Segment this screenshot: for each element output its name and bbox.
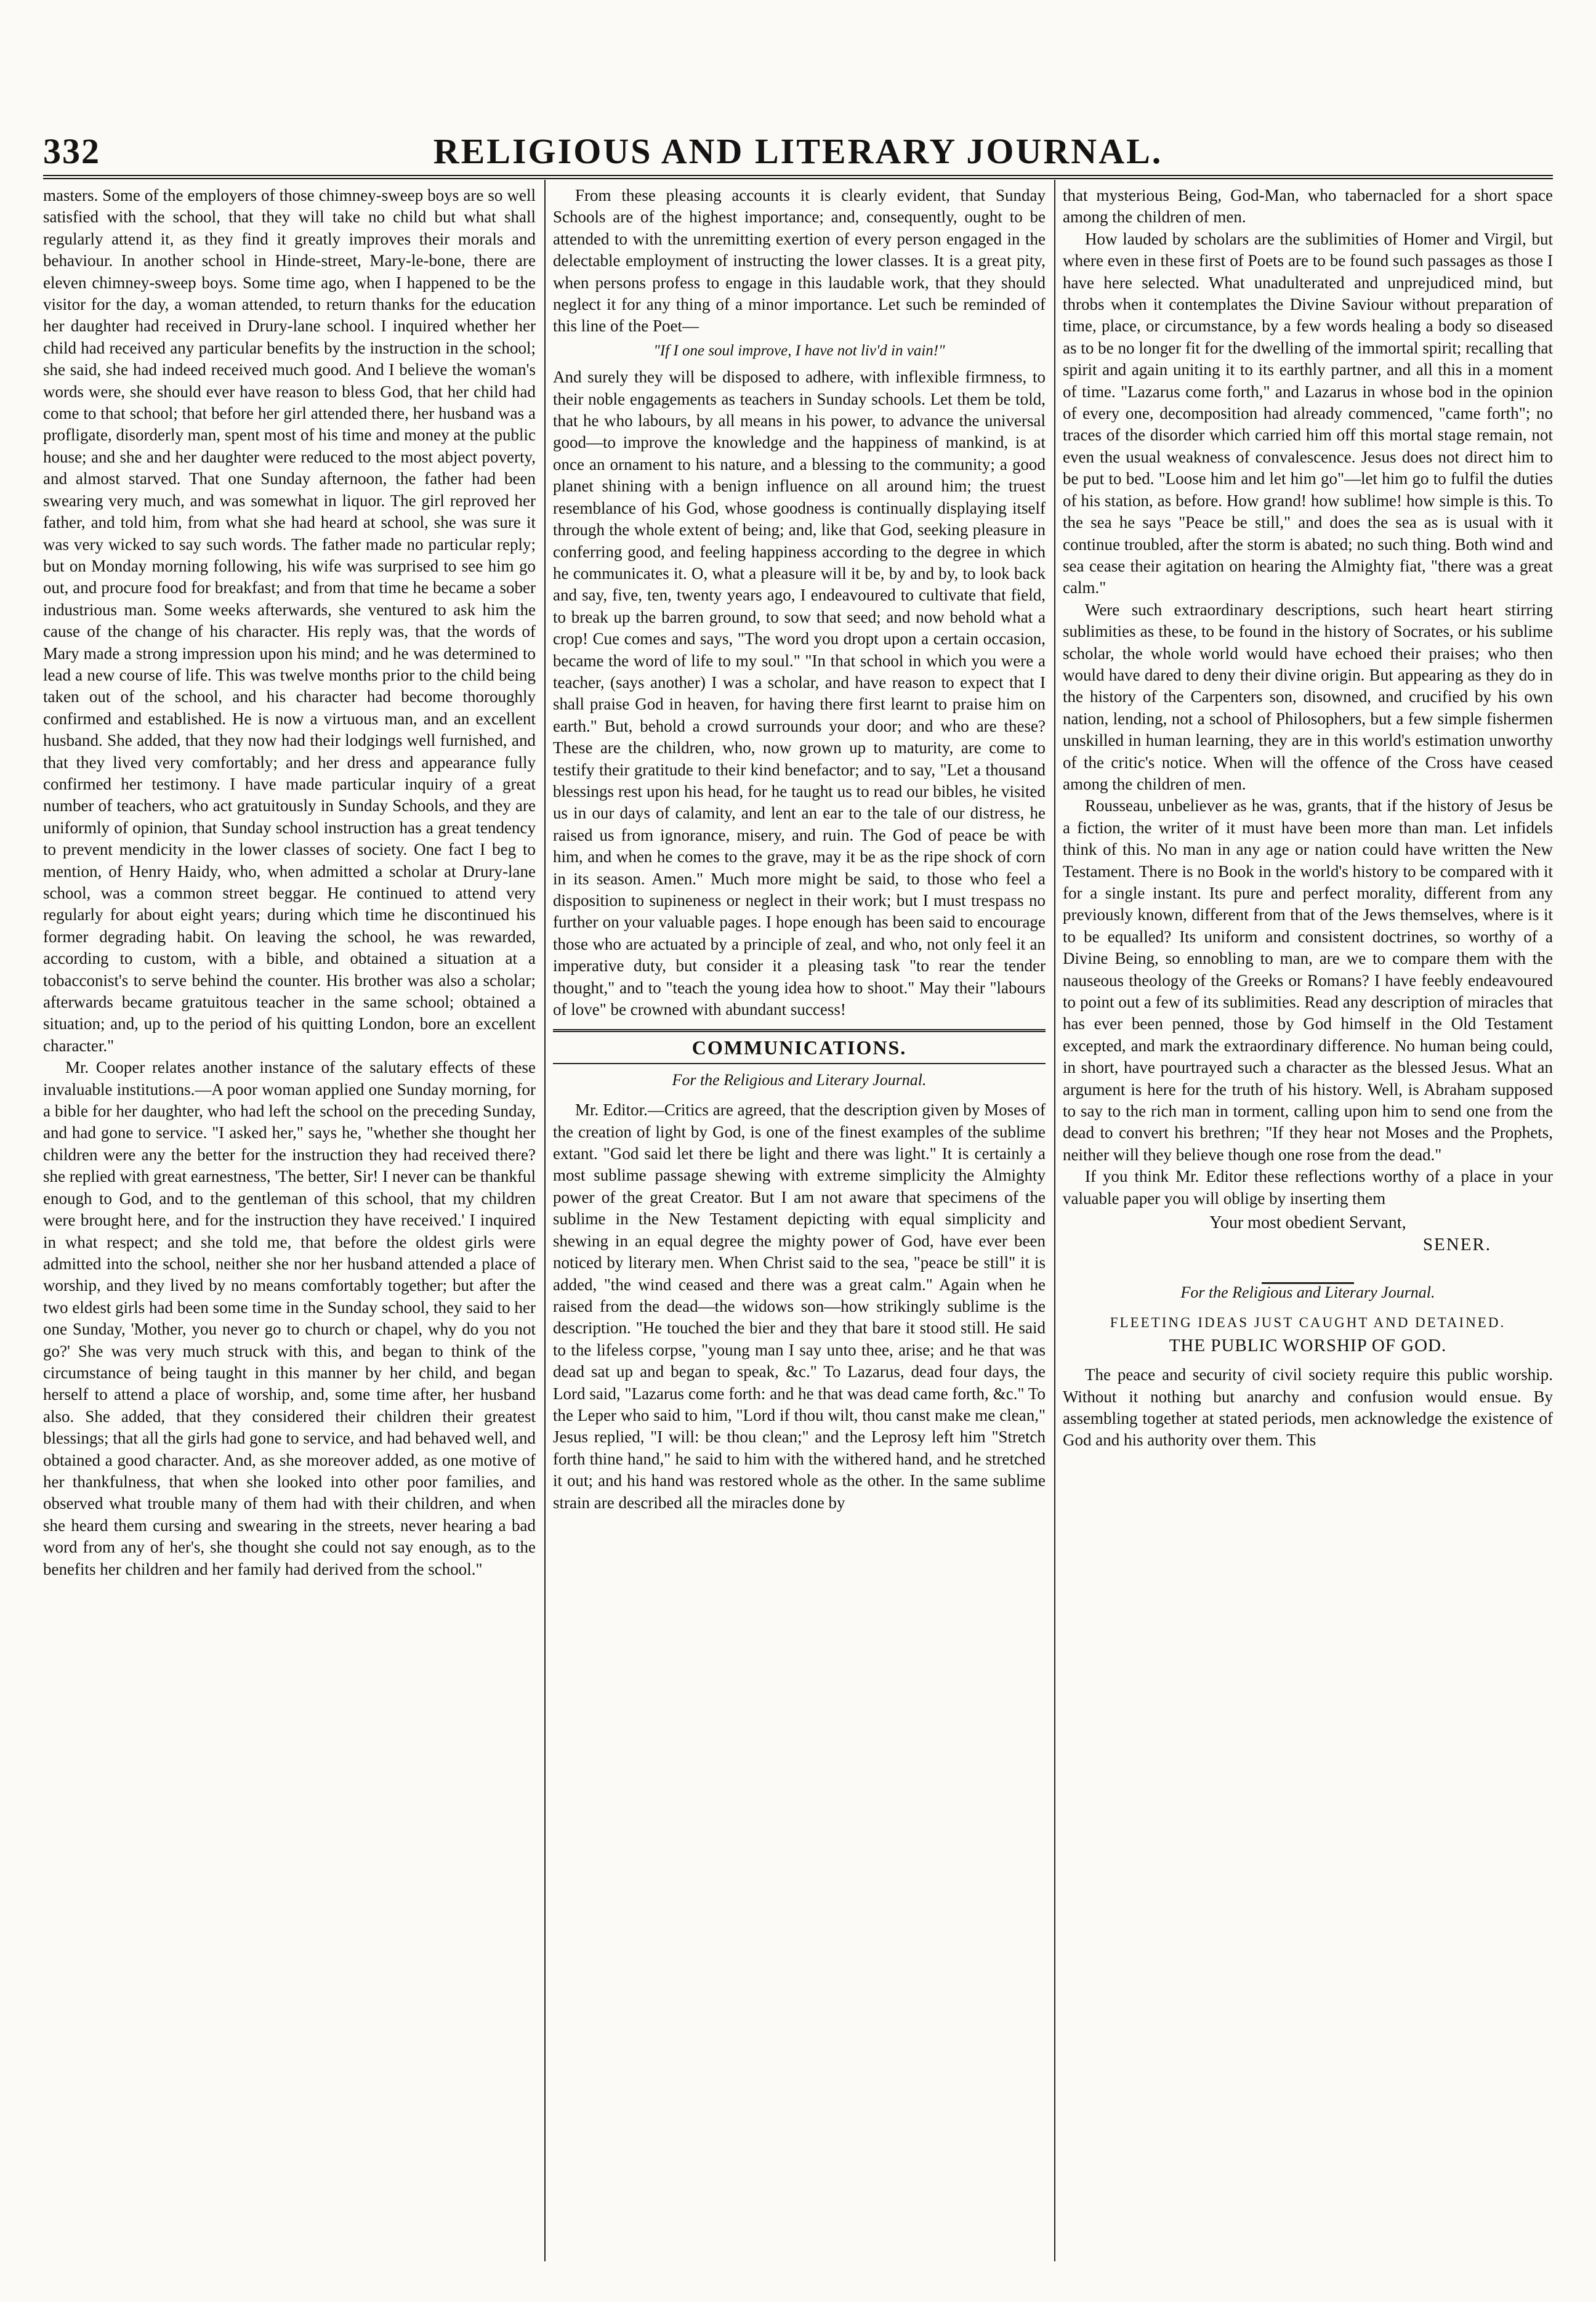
journal-title: RELIGIOUS AND LITERARY JOURNAL. [433,131,1163,171]
masthead [43,131,1553,170]
paragraph: Were such extraordinary descriptions, such heart heart stirring sublimities as these, to be found in the history of Socrates, or his sublime scholar, the whole world would have echoed their praises; who then would have dared to deny their divine origin. But appearing as they do in the history of the Carpenters son, disowned, and crucified by his own nation, lending, not a school of Philosophers, but a few simple fishermen unskilled in human learning, they are in this world's estimation unworthy of the critic's notice. When will the offence of the Cross have ceased among the children of men. [1063,600,1553,793]
paragraph: The peace and security of civil society require this public worship. Without it nothing but anarchy and confusion would ensue. By assembling together at stated periods, men acknowledge the existence of God and his authority over them. This [1063,1365,1553,1450]
column-rule [544,180,546,2261]
column-rule [1054,180,1055,2261]
header-rule [43,175,1553,179]
column-1 [43,185,536,2248]
paragraph: From these pleasing accounts it is clearly evident, that Sunday Schools are of the highest importance; and, consequently, ought to be attended to with the unremitting exertion of every person engaged in the delectable employment of instructing the lower classes. It is a great pity, when persons profess to engage in this laudable work, that they should neglect it for any thing of a minor importance. Let such be reminded of this line of the Poet— [553,186,1046,336]
paragraph: masters. Some of the employers of those chimney-sweep boys are so well satisfied with the school, that they will take no child but what shall regularly attend it, as they find it greatly improves their morals and behaviour. In another school in Hinde-street, Mary-le-bone, there are eleven chimney-sweep boys. Some time ago, when I happened to be the visitor for the day, a woman attended, to return thanks for the education her daughter had received in Drury-lane school. I inquired whether her child had received any particular benefits by the instruction in the school; she said, she had indeed received much good. And I believe the woman's words were, she should ever have reason to bless God, that her child had come to that school; that before her girl attended there, her husband was a profligate, disorderly man, spent most of his time and money at the public house; and she and her daughter were reduced to the most abject poverty, and almost starved. That one Sunday afternoon, the father had been swearing very much, and was somewhat in liquor. The girl reproved her father, and told him, from what she had heard at school, she was sure it was very wicked to say such words. The father made no particular reply; but on Monday morning following, his wife was surprised to see him go out, and procure food for breakfast; and from that time he became a sober industrious man. Some weeks afterwards, she ventured to ask him the cause of the change of his character. His reply was, that the words of Mary made a strong impression upon his mind; and he was determined to lead a new course of life. This was twelve months prior to the child being taken out of the school, and his character had become thoroughly confirmed and established. He is now a virtuous man, and an excellent husband. She added, that they now had their lodgings well furnished, and that they lived very comfortably; and her dress and appearance fully confirmed her testimony. I have made particular inquiry of a great number of teachers, who act gratuitously in Sunday Schools, and they are uniformly of opinion, that Sunday school instruction has a great tendency to prevent mendicity in the lower classes of society. One fact I beg to mention, of Henry Haidy, who, when admitted a scholar at Drury-lane school, was a common street beggar. He continued to attend very regularly for about eight years; during which time he discontinued his former degrading habit. On leaving the school, he was rewarded, according to custom, with a bible, and obtained a situation at a tobacconist's to serve behind the counter. His brother was also a scholar; afterwards became gratuitous teacher in the same school; obtained a situation; and, up to the period of his quitting London, bore an excellent character." [43,186,536,1055]
column-2 [553,185,1046,2248]
paragraph: Rousseau, unbeliever as he was, grants, that if the history of Jesus be a fiction, the writer of it must have been more than man. Let infidels think of this. No man in any age or nation could have written the New Testament. There is no Book in the world's history to be compared with it for a single instant. Its pure and perfect morality, different from any previously known, different from that of the Jews themselves, where is it to be equalled? Its uniform and consistent doctrines, so worthy of a Divine Being, so ennobling to man, are we to compare them with the nauseous theology of the Greeks or Romans? I have feebly endeavoured to point out a few of its sublimities. Read any description of miracles that has ever been penned, those by God himself in the Old Testament excepted, and mark the extraordinary difference. No human being could, in short, have pourtrayed such a character as the blessed Jesus. What an argument is here for the truth of his history. Well, is Abraham supposed to say to the rich man in torment, calling upon him to send one from the dead to convert his brethren; "If they hear not Moses and the Prophets, neither will they believe though one rose from the dead." [1063,796,1553,1164]
byline: For the Religious and Literary Journal. [672,1070,927,1089]
paragraph: If you think Mr. Editor these reflections worthy of a place in your valuable paper you will oblige by inserting them [1063,1167,1553,1208]
poem-quote: "If I one soul improve, I have not liv'd in vain!" [653,342,945,359]
signature: SENER. [1422,1234,1491,1254]
subheading: FLEETING IDEAS JUST CAUGHT AND DETAINED. [1110,1315,1506,1331]
byline: For the Religious and Literary Journal. [1180,1283,1435,1301]
section-heading: COMMUNICATIONS. [553,1029,1046,1064]
column-3 [1063,185,1553,2248]
paragraph: Mr. Cooper relates another instance of the salutary effects of these invaluable institutions.—A poor woman applied one Sunday morning, for a bible for her daughter, who had left the school on the preceding Sunday, and had gone to service. "I asked her," says he, "whether she thought her children were any the better for the instruction they had received there? she replied with great earnestness, 'The better, Sir! I never can be thankful enough to God, and to the gentleman of this school, that my children were brought here, and for the instruction they have received.' I inquired in what respect; and she told me, that before the oldest girls were admitted into the school, neither she nor her husband attended a place of worship, and they lived by no means comfortably together; but after the two eldest girls had been some time in the Sunday school, they said to her one Sunday, 'Mother, you never go to church or chapel, why do you not go?' She was very much struck with this, and began to think of the circumstance of being taught in this manner by her child, and began herself to attend a place of worship, and, some time after, her husband also. She added, that they considered their children their greatest blessings; that all the girls had gone to service, and had behaved well, and obtained a good character. And, as she moreover added, as one motive of her thankfulness, that when she looked into other poor families, and observed what trouble many of them had with their children, and when she heard them cursing and swearing in the streets, never hearing a bad word from any of her's, she thought she could not say enough, as to the benefits her children and her family had derived from the school." [43,1058,536,1578]
paragraph: Mr. Editor.—Critics are agreed, that the description given by Moses of the creation of light by God, is one of the finest examples of the sublime extant. "God said let there be light and there was light." It is certainly a most sublime passage shewing with extreme simplicity the Almighty power of the great Creator. But I am not aware that specimens of the sublime in the New Testament depicting with equal simplicity and shewing in an equal degree the mighty power of God, have ever been noticed by literary men. When Christ said to the sea, "peace be still" it is added, "the wind ceased and there was a great calm." Again when he raised from the dead—the widows son—how strikingly sublime is the description. "He touched the bier and they that bare it stood still. He said to the lifeless corpse, "young man I say unto thee, arise; and he that was dead sat up and began to speak, &c." To Lazarus, dead four days, the Lord said, "Lazarus come forth: and he that was dead came forth, &c." To the Leper who said to him, "Lord if thou wilt, thou canst make me clean," Jesus replied, "I will: be thou clean;" and the Leprosy left him "Stretch forth thine hand," he said to him with the withered hand, and he stretched it out; and his hand was restored whole as the other. In the same sublime strain are described all the miracles done by [553,1101,1046,1512]
paragraph: And surely they will be disposed to adhere, with inflexible firmness, to their noble engagements as teachers in Sunday schools. Let them be told, that he who labours, by all means in his power, to advance the universal good—to improve the knowledge and the happiness of mankind, is at once an ornament to his nature, and a blessing to the community; a good planet shining with a benign influence on all around him; the truest resemblance of his God, whose goodness is continually displaying itself through the whole extent of being; and, like that God, seeking pleasure in conferring good, and feeling happiness according to the degree in which he communicates it. O, what a pleasure will it be, by and by, to look back and say, five, ten, twenty years ago, I endeavoured to cultivate that field, to break up the barren ground, to sow that seed; and now behold what a crop! Cue comes and says, "The word you dropt upon a certain occasion, became the word of life to my soul." "In that school in which you were a teacher, (says another) I was a scholar, and have reason to expect that I shall praise God in heaven, for having there first learnt to praise him on earth." But, behold a crowd surrounds your door; and who are these? These are the children, who, now grown up to maturity, are come to testify their gratitude to their kind benefactor; and to say, "Let a thousand blessings rest upon his head, for he taught us to read our bibles, he visited us in our days of calamity, and lent an ear to the tale of our distress, he raised us from ignorance, misery, and ruin. The God of peace be with him, and when he comes to the grave, may it be as the ripe shock of corn in its season. Amen." Much more might be said, to those who feel a disposition to supineness or neglect in their work; but I must trespass no further on your valuable pages. I hope enough has been said to encourage those who are actuated by a principle of zeal, and who, not only feel it an imperative duty, but consider it a pleasing task "to rear the tender thought," and to "teach the young idea how to shoot." May their "labours of love" be crowned with abundant success! [553,368,1046,1019]
article-title: THE PUBLIC WORSHIP OF GOD. [1169,1335,1447,1355]
page-number: 332 [43,131,100,171]
paragraph: How lauded by scholars are the sublimities of Homer and Virgil, but where even in these first of Poets are to be found such passages as those I have here selected. What unadulterated and unprejudiced mind, but throbs when it contemplates the Divine Saviour without preparation of time, place, or circumstance, by a few words healing a body so diseased as to be no longer fit for the dwelling of the immortal spirit; recalling that spirit and again uniting it to its earthly partner, and all this in a moment of time. "Lazarus come forth," and Lazarus in whose bod in the opinion of every one, decomposition had already commenced, "came forth"; no traces of the disorder which carried him off this mortal stage remain, not even the usual weakness of convalescence. Jesus does not direct him to be put to bed. "Loose him and let him go"—let him go to fulfil the duties of his station, as before. How grand! how sublime! how simple is this. To the sea he says "Peace be still," and does the sea as is usual with it continue troubled, after the storm is abated; no such thing. Both wind and sea cease their agitation on hearing the Almighty fiat, "there was a great calm." [1063,229,1553,597]
closing-salutation: Your most obedient Servant, [1209,1213,1406,1233]
section-divider [1063,1268,1553,1279]
paragraph: that mysterious Being, God-Man, who tabernacled for a short space among the children of men. [1063,186,1553,227]
